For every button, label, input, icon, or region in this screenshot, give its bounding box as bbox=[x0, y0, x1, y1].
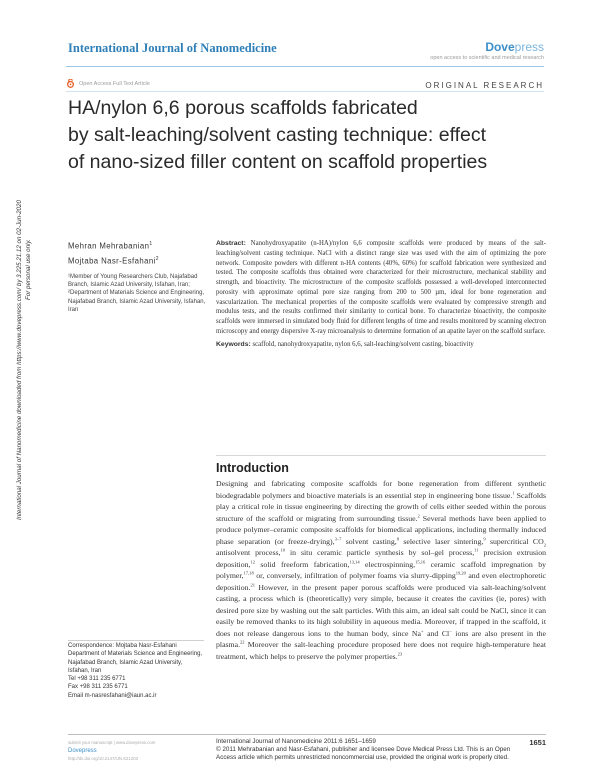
brand-part1: Dove bbox=[485, 40, 515, 54]
title-divider bbox=[66, 91, 544, 92]
footer-left bbox=[68, 739, 155, 763]
introduction-text: Designing and fabricating composite scaffolds for bone regeneration from different synthetic biodegradable polymers and bioactive materials is an essential step in engineering bone tissue.$^1$ Scaffolds play a critical role in tissue engineering by directing the growth of cells either seeded within the porous structure of the scaffold or migrating from surrounding tissue.$^2$ Several methods have been applied to produce polymer–ceramic composite scaffolds for biomedical applications, including thermally induced phase separation (or freeze-drying),$^{3-7}$ solvent casting,$^8$ selective laser sintering,$^9$ supercritical $CO_2$ antisolvent process,$^{10}$ in situ ceramic particle synthesis by sol–gel process,$^{11}$ precision extrusion deposition,$^{12}$ solid freeform fabrication,$^{13,14}$ electrospinning,$^{15,16}$ ceramic scaffold impregnation by polymer,$^{17,18}$ or, conversely, infiltration of polymer foams via slurry-dipping$^{19,20}$ and even electrophoretic deposition.$^{21}$ However, in the present paper porous scaffolds were produced via salt-leaching/solvent casting, a process which is (theoretically) very simple, because it creates the cavities (ie, pores) with desired pore size by washing out the salt particles. With this aim, an ideal salt could be NaCl, since it can easily be removed thanks to its high solubility in aqueous media. Moreover, if trapped in the scaffold, it does not release dangerous ions to the human body, since Na+ and Cl− ions are also present in the plasma.$^{22}$ Moreover the salt-leaching procedure proposed here does not require high-temperature heat treatment, which helps to preserve the polymer properties.$^{23}$ bbox=[216, 479, 547, 661]
affiliations: ¹Member of Young Researchers Club, Najafabad Branch, Islamic Azad University, Isfahan, Iran; ²Department of Materials Science and Engineering, Najafabad Branch, Islamic Azad University, Isfahan, Iran bbox=[68, 274, 206, 313]
brand-sub1: open access to scientific and medical research bbox=[430, 55, 544, 61]
brand-part2: press bbox=[514, 40, 544, 54]
page-number: 1651 bbox=[529, 738, 546, 747]
watermark-line-1: International Journal of Nanomedicine downloaded from https://www.dovepress.com/ by 3.225.21.12 on 02-Jun-2020 bbox=[16, 200, 23, 520]
doi-link[interactable]: http://dx.doi.org/10.2147/IJN.S21203 bbox=[68, 756, 138, 761]
abstract-label: Abstract: bbox=[216, 240, 246, 247]
watermark-line-2: For personal use only. bbox=[25, 239, 32, 300]
footer-divider bbox=[68, 734, 546, 735]
correspondence-divider bbox=[68, 640, 204, 641]
open-access-text: Open Access Full Text Article bbox=[79, 80, 150, 87]
download-watermark bbox=[8, 140, 38, 660]
abstract-text: Nanohydroxyapatite (n-HA)/nylon 6,6 composite scaffolds were produced by means of the salt-leaching/solvent casting technique. NaCl with a distinct range size was used with the aim of optimizing the pore network. Composite powders with different n-HA contents (40%, 60%) for scaffold fabrication were synthesized and tested. The composite scaffolds thus obtained were characterized for their microstructure, mechanical stability and strength, and bioactivity. The microstructure of the composite scaffolds possessed a well-developed interconnected porosity with approximate optimal pore size ranging from 200 to 500 µm, ideal for bone regeneration and vascularization. The mechanical properties of the composite scaffolds were evaluated by compressive strength and modulus tests, and the results confirmed their similarity to cortical bone. To characterize bioactivity, the composite scaffolds were immersed in simulated body fluid for different lengths of time and results monitored by scanning electron microscopy and energy dispersive X-ray microanalysis to determine formation of an apatite layer on the scaffold surface. bbox=[216, 240, 546, 335]
intro-divider bbox=[216, 455, 546, 456]
open-access-label bbox=[66, 79, 150, 88]
corr-tel: Tel +98 311 235 6771 bbox=[68, 676, 126, 683]
author-1: Mehran Mehrabanian bbox=[68, 241, 150, 251]
corr-email[interactable]: Email m-nasresfahani@iaun.ac.ir bbox=[68, 692, 157, 699]
article-type: ORIGINAL RESEARCH bbox=[425, 81, 544, 90]
footer-brand: Dovepress bbox=[68, 748, 97, 754]
keywords-text: scaffold, nanohydroxyapatite, nylon 6,6, salt-leaching/solvent casting, bioactivity bbox=[250, 340, 474, 348]
publisher-logo bbox=[485, 40, 544, 54]
article-title bbox=[68, 95, 548, 176]
keywords-label: Keywords: bbox=[216, 340, 251, 348]
watermark-svg bbox=[8, 140, 38, 660]
abstract bbox=[216, 239, 546, 349]
title-line-3: of nano-sized filler content on scaffold properties bbox=[68, 151, 488, 173]
header-divider bbox=[66, 66, 544, 67]
footer-citation bbox=[216, 738, 526, 763]
correspondence bbox=[68, 642, 204, 700]
journal-title: International Journal of Nanomedicine bbox=[68, 41, 277, 55]
corr-fax: Fax +98 311 235 6771 bbox=[68, 684, 128, 691]
author-list bbox=[68, 238, 159, 267]
license-line-1: © 2011 Mehrabanian and Nasr-Esfahani, publisher and licensee Dove Medical Press Ltd. This is an Open bbox=[216, 746, 511, 754]
citation-line: International Journal of Nanomedicine 2011:6 1651–1659 bbox=[216, 738, 376, 745]
section-heading-introduction: Introduction bbox=[216, 461, 289, 475]
title-line-1: HA/nylon 6,6 porous scaffolds fabricated bbox=[68, 97, 418, 119]
corr-line-1: Correspondence: Mojtaba Nasr-Esfahani bbox=[68, 643, 177, 649]
corr-line-2: Department of Materials Science and Engineering, Najafabad Branch, Islamic Azad University, Isfahan, Iran bbox=[68, 651, 203, 674]
author-2-sup: 2 bbox=[155, 255, 159, 262]
license-line-2: Access article which permits unrestricted noncommercial use, provided the original work is properly cited. bbox=[216, 754, 509, 762]
submit-link[interactable]: submit your manuscript | www.dovepress.com bbox=[68, 740, 156, 745]
title-line-2: by salt-leaching/solvent casting technique: effect bbox=[68, 124, 487, 146]
author-1-sup: 1 bbox=[149, 241, 153, 247]
open-access-icon bbox=[66, 79, 75, 88]
publisher-tagline bbox=[430, 55, 544, 62]
author-2: Mojtaba Nasr-Esfahani bbox=[68, 256, 156, 266]
